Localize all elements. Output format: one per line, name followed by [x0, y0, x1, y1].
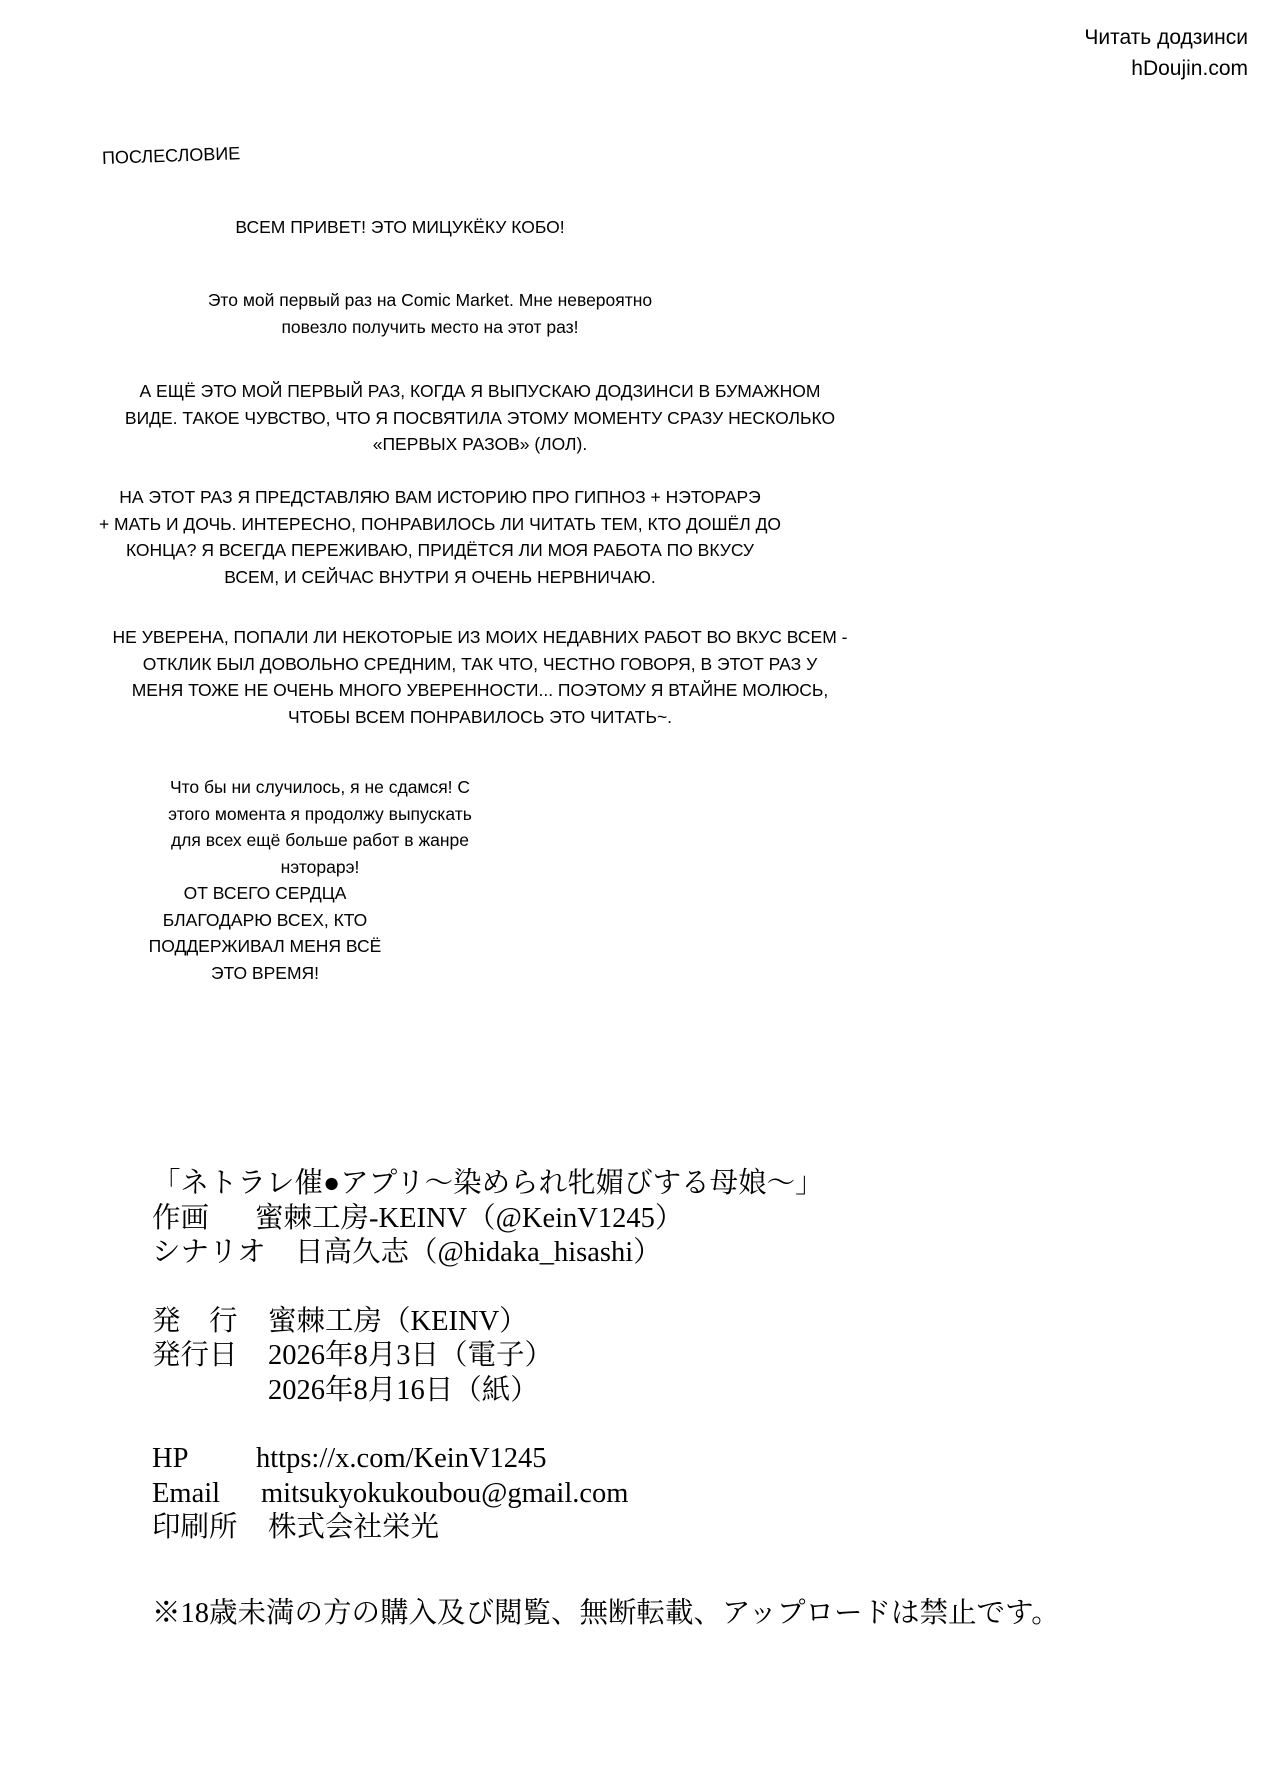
text-line: ОТКЛИК БЫЛ ДОВОЛЬНО СРЕДНИМ, ТАК ЧТО, ЧЕСТНО ГОВОРЯ, В ЭТОТ РАЗ У [142, 653, 818, 674]
spacer [152, 1271, 824, 1305]
text-line: Это мой первый раз на Comic Market. Мне невероятно [207, 290, 653, 310]
afterword-thanks [100, 880, 430, 986]
text-line: ВИДЕ. ТАКОЕ ЧУВСТВО, ЧТО Я ПОСВЯТИЛА ЭТОМУ МОМЕНТУ СРАЗУ НЕСКОЛЬКО [124, 407, 836, 428]
spacer [152, 1408, 824, 1442]
colophon-publisher-row [152, 1305, 824, 1340]
colophon-email-label: Email [152, 1477, 221, 1509]
colophon-art-label: 作画 [152, 1202, 210, 1234]
text-line: МЕНЯ ТОЖЕ НЕ ОЧЕНЬ МНОГО УВЕРЕННОСТИ... ПОЭТОМУ Я ВТАЙНЕ МОЛЮСЬ, [131, 680, 829, 700]
colophon-hp-label: HP [152, 1443, 189, 1474]
text-line: «ПЕРВЫХ РАЗОВ» (ЛОЛ). [372, 434, 588, 454]
afterword-paragraph-4 [40, 624, 920, 730]
afterword-paragraph-1 [100, 287, 760, 340]
text-line: КОНЦА? Я ВСЕГДА ПЕРЕЖИВАЮ, ПРИДЁТСЯ ЛИ МОЯ РАБОТА ПО ВКУСУ [125, 540, 755, 560]
colophon-date-label: 発行日 [152, 1340, 238, 1371]
text-line: этого момента я продолжу выпускать [168, 803, 472, 824]
text-line: Что бы ни случилось, я не сдамся! С [169, 777, 471, 797]
colophon-hp-row [152, 1442, 824, 1477]
colophon-date-paper-row [152, 1374, 824, 1409]
colophon-email-value[interactable]: mitsukyokukoubou@gmail.com [261, 1477, 629, 1509]
colophon-hp-value[interactable]: https://x.com/KeinV1245 [256, 1443, 547, 1474]
colophon-publisher-value: 蜜棘工房（KEINV） [268, 1305, 528, 1337]
colophon-printer-row [152, 1511, 824, 1546]
text-line: + МАТЬ И ДОЧЬ. ИНТЕРЕСНО, ПОНРАВИЛОСЬ ЛИ ЧИТАТЬ ТЕМ, КТО ДОШЁЛ ДО [98, 513, 782, 534]
text-line: повезло получить место на этот раз! [281, 316, 579, 337]
colophon-email-row [152, 1477, 824, 1512]
text-line: ВСЕМ ПРИВЕТ! ЭТО МИЦУКЁКУ КОБО! [235, 217, 565, 237]
afterword-heading: ПОСЛЕСЛОВИЕ [101, 143, 241, 168]
watermark [948, 22, 1248, 84]
text-line: НЕ УВЕРЕНА, ПОПАЛИ ЛИ НЕКОТОРЫЕ ИЗ МОИХ НЕДАВНИХ РАБОТ ВО ВКУС ВСЕМ - [112, 627, 848, 647]
colophon-scenario-row [152, 1236, 824, 1271]
afterword-greeting [40, 214, 760, 241]
text-line: ЭТО ВРЕМЯ! [210, 962, 320, 983]
afterword-paragraph-5 [100, 774, 540, 880]
colophon-publisher-label: 発 行 [152, 1305, 238, 1337]
text-line: БЛАГОДАРЮ ВСЕХ, КТО [162, 909, 368, 930]
colophon-printer-value: 株式会社栄光 [268, 1512, 440, 1543]
colophon-scenario-value: 日高久志（@hidaka_hisashi） [295, 1237, 662, 1268]
age-restriction-notice: ※18歳未満の方の購入及び閲覧、無断転載、アップロードは禁止です。 [152, 1598, 1060, 1629]
text-line: НА ЭТОТ РАЗ Я ПРЕДСТАВЛЯЮ ВАМ ИСТОРИЮ ПРО ГИПНОЗ + НЭТОРАРЭ [119, 487, 761, 507]
text-line: ОТ ВСЕГО СЕРДЦА [183, 883, 347, 903]
colophon-title: 「ネトラレ催●アプリ～染められ牝媚びする母娘～」 [152, 1168, 824, 1199]
text-line: нэторарэ! [280, 856, 360, 877]
colophon-printer-label: 印刷所 [152, 1512, 238, 1543]
text-line: ПОДДЕРЖИВАЛ МЕНЯ ВСЁ [148, 936, 382, 956]
colophon-date-paper: 2026年8月16日（紙） [268, 1374, 539, 1406]
colophon-art-row [152, 1202, 824, 1237]
afterword-paragraph-3 [40, 484, 840, 590]
afterword-paragraph-2 [40, 378, 920, 458]
colophon-date-row [152, 1339, 824, 1374]
watermark-line-1: Читать додзинси [1084, 26, 1248, 49]
text-line: ЧТОБЫ ВСЕМ ПОНРАВИЛОСЬ ЭТО ЧИТАТЬ~. [287, 706, 673, 727]
watermark-line-2: hDoujin.com [1131, 57, 1248, 80]
text-line: ВСЕМ, И СЕЙЧАС ВНУТРИ Я ОЧЕНЬ НЕРВНИЧАЮ. [224, 566, 656, 587]
colophon-scenario-label: シナリオ [152, 1237, 266, 1268]
colophon [152, 1167, 824, 1546]
text-line: А ЕЩЁ ЭТО МОЙ ПЕРВЫЙ РАЗ, КОГДА Я ВЫПУСКАЮ ДОДЗИНСИ В БУМАЖНОМ [139, 381, 821, 401]
colophon-date-digital: 2026年8月3日（電子） [268, 1340, 554, 1371]
text-line: для всех ещё больше работ в жанре [170, 830, 470, 850]
colophon-art-value: 蜜棘工房-KEINV（@KeinV1245） [255, 1202, 684, 1234]
